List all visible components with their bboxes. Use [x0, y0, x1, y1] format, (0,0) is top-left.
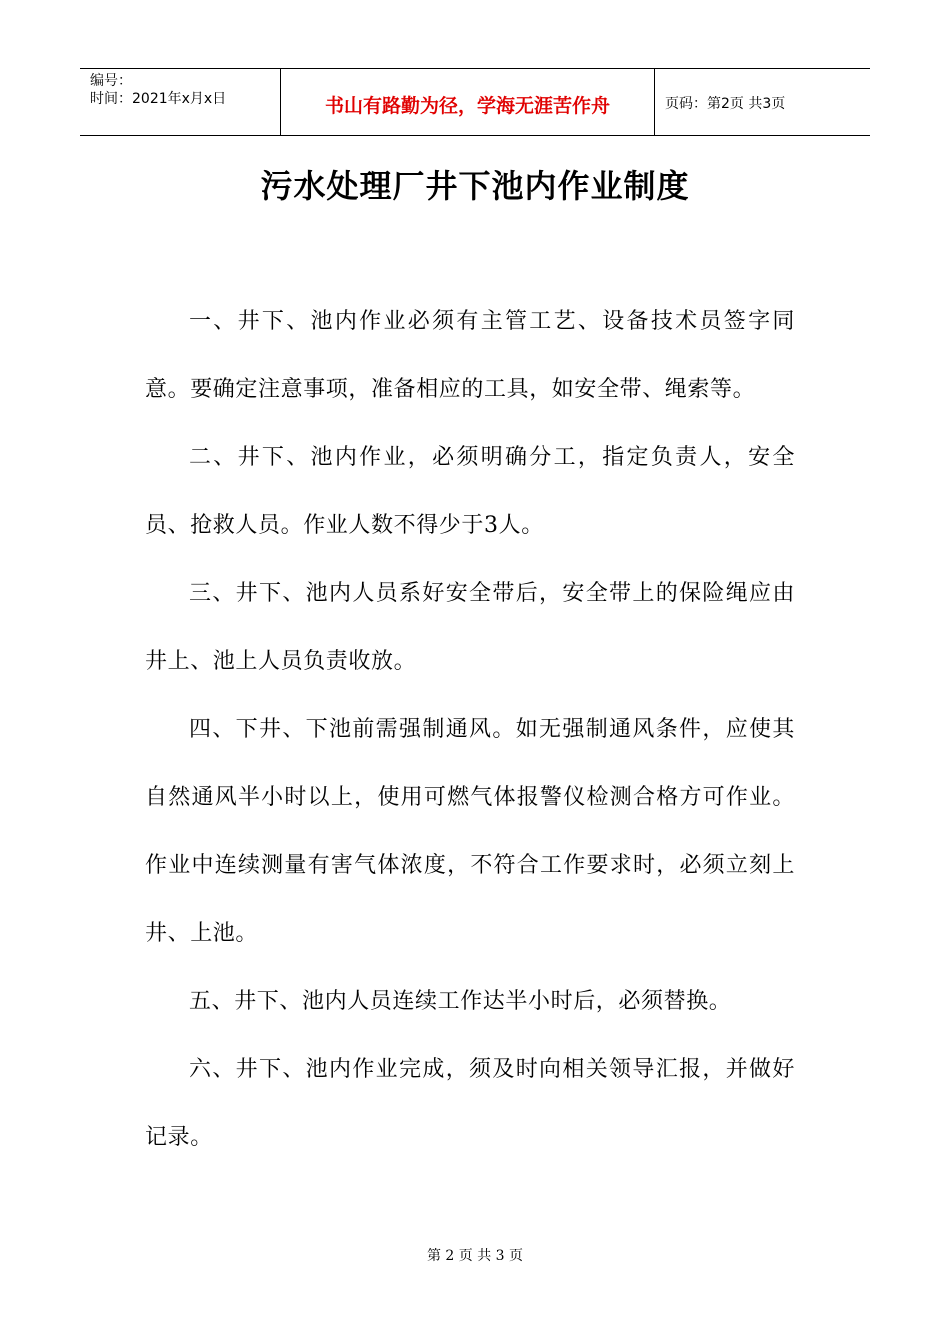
doc-number-label: 编号：	[90, 73, 132, 89]
header-page-cell	[655, 69, 870, 135]
header-slogan: 书山有路勤为径，学海无涯苦作舟	[324, 94, 610, 117]
header-meta-cell	[80, 69, 281, 135]
paragraph-2: 二、井下、池内作业，必须明确分工，指定负责人，安全员、抢救人员。作业人数不得少于3人。	[145, 445, 795, 538]
header-slogan-cell	[281, 69, 655, 135]
paragraph-4: 四、下井、下池前需强制通风。如无强制通风条件，应使其自然通风半小时以上，使用可燃气体报警仪检测合格方可作业。作业中连续测量有害气体浓度，不符合工作要求时，必须立刻上井、上池。	[145, 717, 795, 946]
date-label: 时间：2021年x月x日	[90, 91, 227, 107]
paragraph-6: 六、井下、池内作业完成，须及时向相关领导汇报，并做好记录。	[145, 1057, 795, 1150]
header-page-info: 页码：第2页 共3页	[665, 96, 786, 112]
paragraph-5: 五、井下、池内人员连续工作达半小时后，必须替换。	[189, 989, 732, 1014]
page-footer: 第 2 页 共 3 页	[426, 1248, 524, 1264]
document-body	[145, 288, 795, 1172]
paragraph-3: 三、井下、池内人员系好安全带后，安全带上的保险绳应由井上、池上人员负责收放。	[145, 581, 795, 674]
document-title: 污水处理厂井下池内作业制度	[260, 167, 690, 205]
page-header	[80, 68, 870, 136]
paragraph-1: 一、井下、池内作业必须有主管工艺、设备技术员签字同意。要确定注意事项，准备相应的工具，如安全带、绳索等。	[145, 309, 795, 402]
